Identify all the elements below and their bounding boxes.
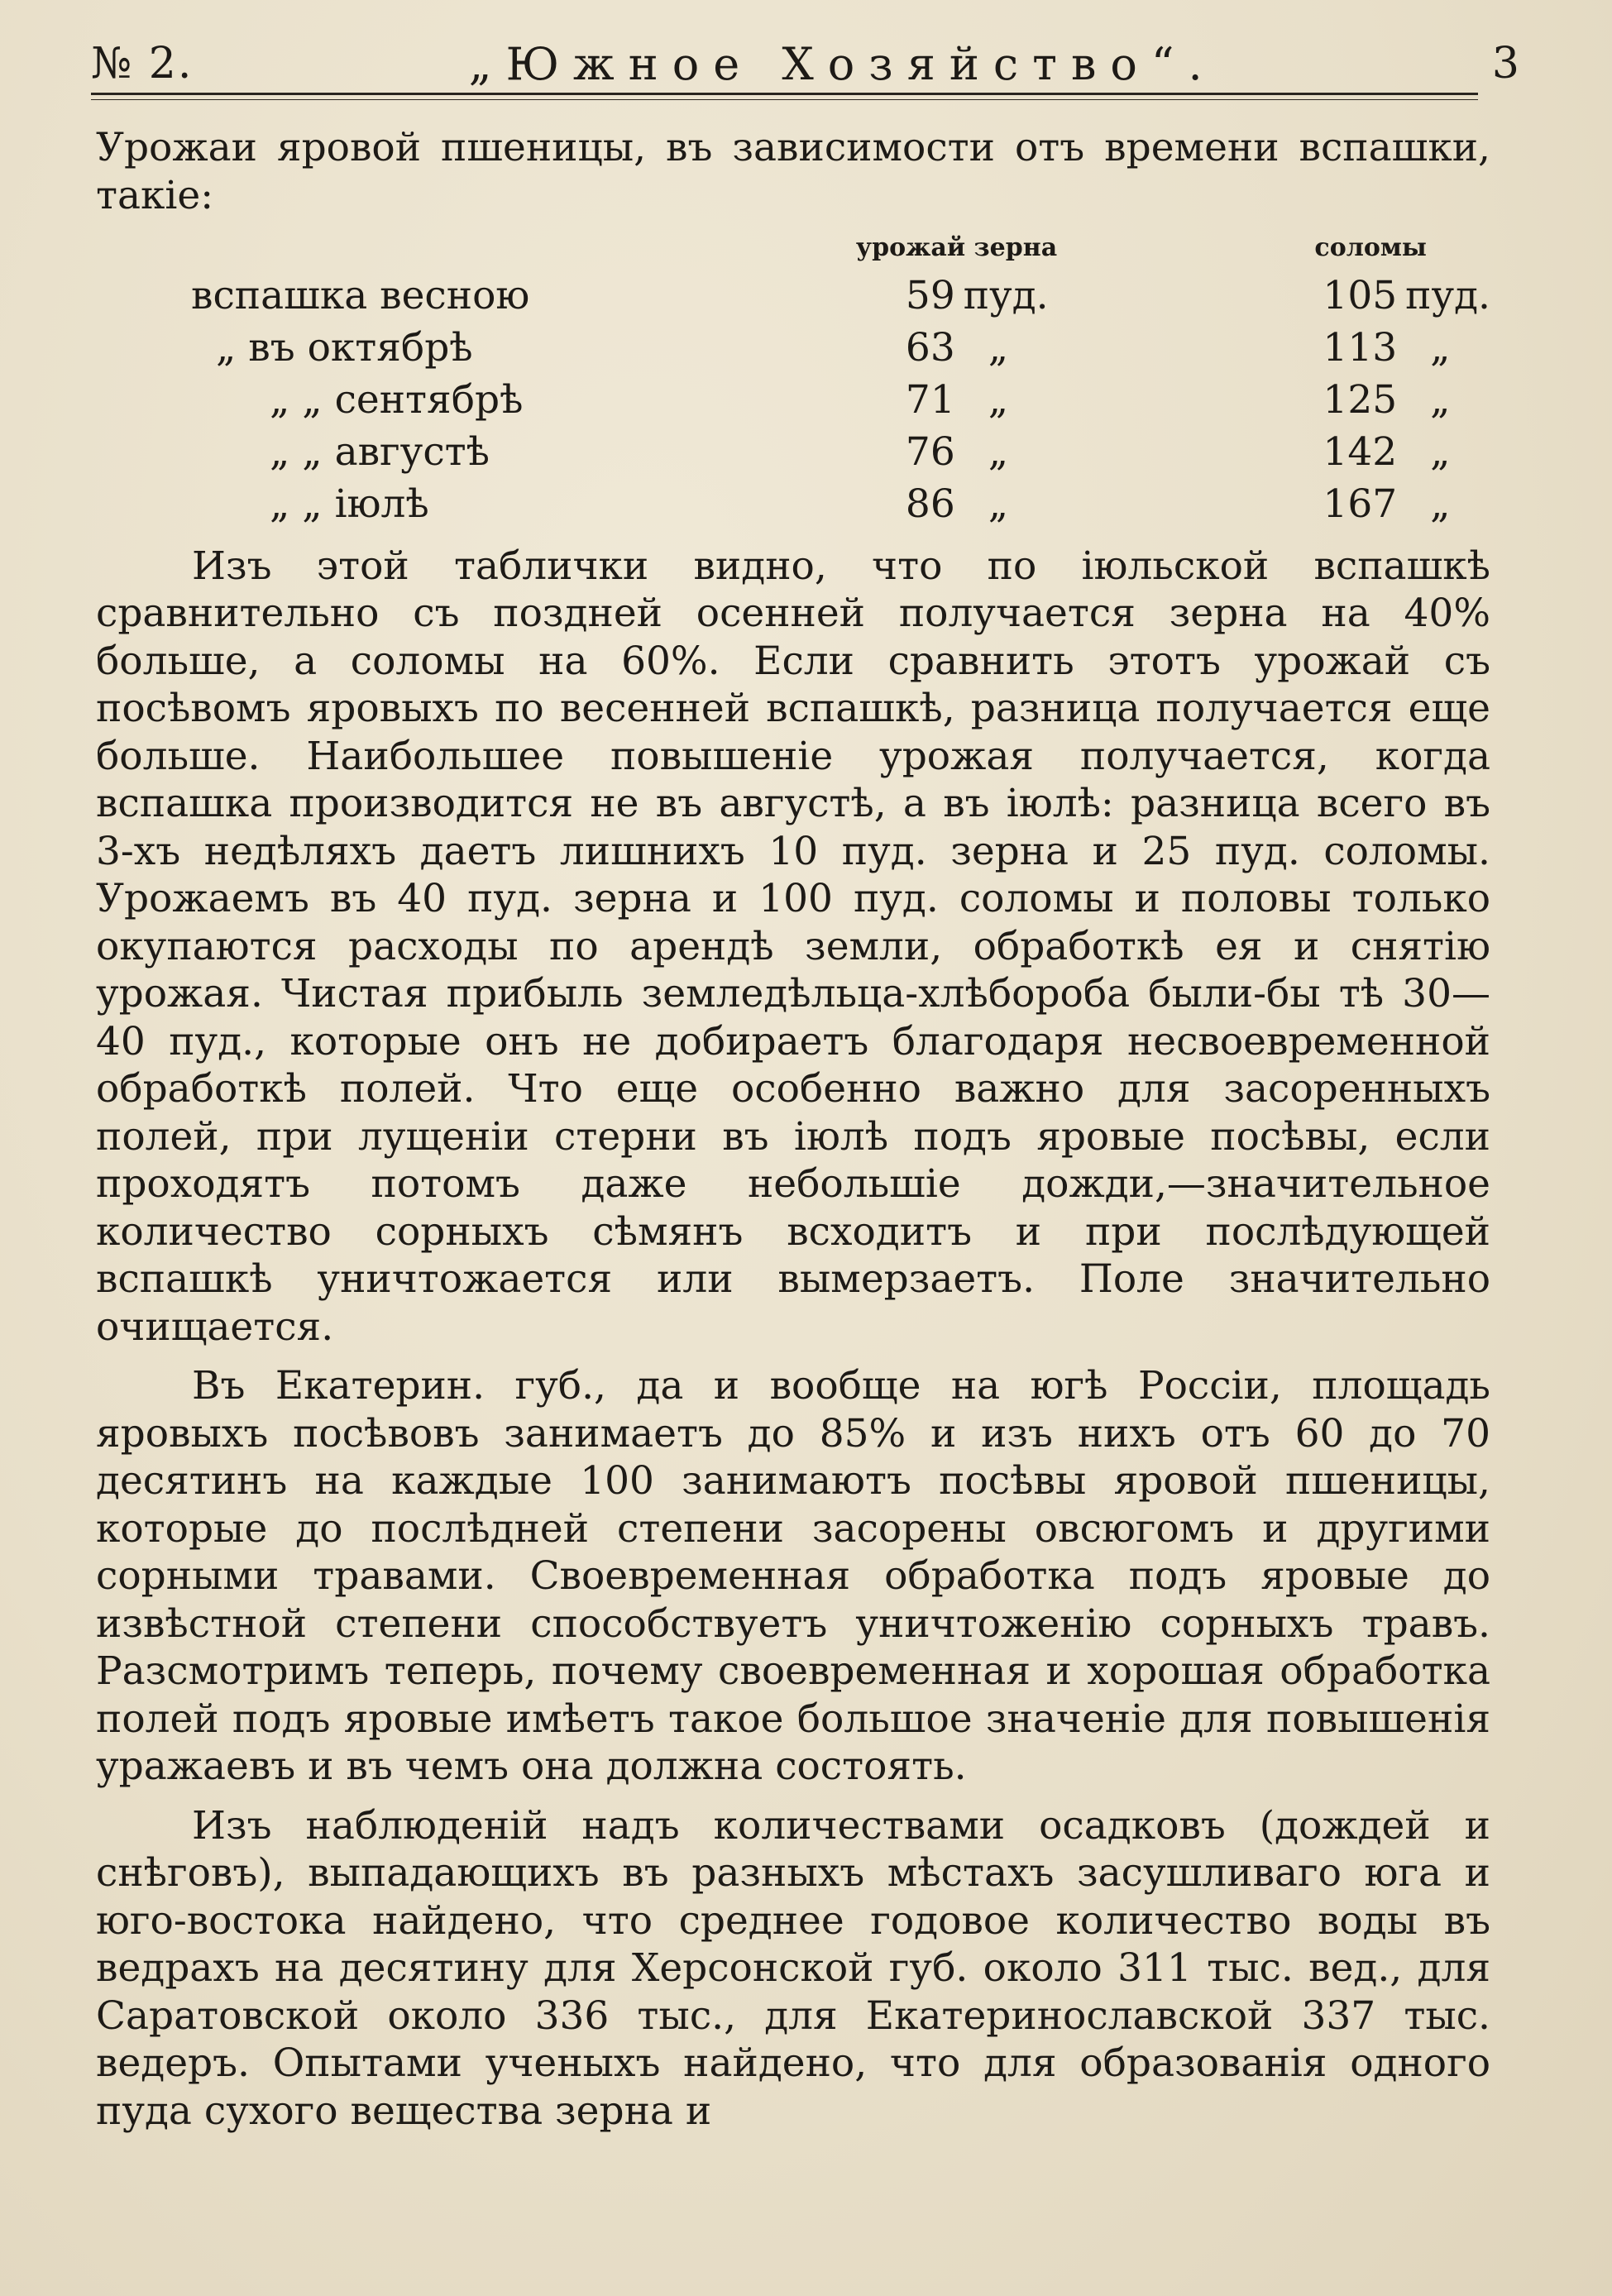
table-header-row xyxy=(96,224,1490,272)
straw-cell xyxy=(1240,481,1490,533)
journal-title: „Южное Хозяйство“. xyxy=(468,37,1217,90)
issue-number: № 2. xyxy=(91,39,194,88)
grain-unit: „ xyxy=(988,428,1009,475)
paragraph: Въ Екатерин. губ., да и вообще на югѣ Россіи, площадь яровыхъ посѣвовъ занимаетъ до 85% и изъ нихъ отъ 60 до 70 десятинъ на каждые 100 занимаютъ посѣвы яровой пшеницы, которые до послѣдней степени засорены овсюгомъ и другими сорными травами. Своевременная обработка подъ яровые до извѣстной степени способствуетъ уничтоженію сорныхъ травъ. Разсмотримъ теперь, почему своевременная и хорошая обработка полей подъ яровые имѣетъ такое большое значеніе для повышенія уражаевъ и въ чемъ она должна состоять. xyxy=(96,1363,1490,1789)
grain-value: 86 xyxy=(905,481,955,527)
grain-cell xyxy=(856,481,1241,533)
grain-cell xyxy=(856,272,1241,324)
paragraph: Изъ этой таблички видно, что по іюльской вспашкѣ сравнительно съ поздней осенней получается зерна на 40% больше, а соломы на 60%. Если сравнить этотъ урожай съ посѣвомъ яровыхъ по весенней вспашкѣ, разница получается еще больше. Наибольшее повышеніе урожая получается, когда вспашка производится не въ августѣ, а въ іюлѣ: разница всего въ 3-хъ недѣляхъ даетъ лишнихъ 10 пуд. зерна и 25 пуд. соломы. Урожаемъ въ 40 пуд. зерна и 100 пуд. соломы и половы только окупаются расходы по арендѣ земли, обработкѣ ея и снятію урожая. Чистая прибыль земледѣльца-хлѣбороба были-бы тѣ 30—40 пуд., которые онъ не добираетъ благодаря несвоевременной обработкѣ полей. Что еще особенно важно для засоренныхъ полей, при лущеніи стерни въ іюлѣ подъ яровые посѣвы, если проходятъ потомъ даже небольшіе дожди,—значительное количество сорныхъ сѣмянъ всходитъ и при послѣдующей вспашкѣ уничтожается или вымерзаетъ. Поле значительно очищается. xyxy=(96,543,1490,1350)
table-row xyxy=(96,324,1490,376)
grain-value: 59 xyxy=(905,272,955,318)
straw-cell xyxy=(1240,324,1490,376)
table-row xyxy=(96,481,1490,533)
page-number: 3 xyxy=(1491,39,1521,88)
header-rule-thick xyxy=(91,93,1478,95)
row-label: „ „ іюлѣ xyxy=(270,481,429,527)
intro-paragraph: Урожаи яровой пшеницы, въ зависимости отъ времени вспашки, такіе: xyxy=(96,125,1490,218)
straw-value: 142 xyxy=(1323,428,1398,475)
straw-unit: „ xyxy=(1430,428,1451,475)
table-row xyxy=(96,272,1490,324)
straw-value: 167 xyxy=(1323,481,1398,527)
straw-unit: „ xyxy=(1430,376,1451,423)
row-label: „ „ августѣ xyxy=(270,428,490,475)
row-label: „ „ сентябрѣ xyxy=(270,376,524,423)
table-row xyxy=(96,376,1490,428)
row-label: „ въ октябрѣ xyxy=(216,324,473,371)
straw-unit: „ xyxy=(1430,481,1451,527)
grain-cell xyxy=(856,376,1241,428)
grain-value: 63 xyxy=(905,324,955,371)
straw-value: 105 xyxy=(1323,272,1398,318)
col-straw-header: соломы xyxy=(1314,233,1427,262)
grain-cell xyxy=(856,428,1241,481)
header-rule-thin xyxy=(91,99,1478,100)
grain-unit: „ xyxy=(988,376,1009,423)
straw-unit: „ xyxy=(1430,324,1451,371)
row-label: вспашка весною xyxy=(191,272,530,318)
yield-table xyxy=(96,224,1490,533)
grain-value: 76 xyxy=(905,428,955,475)
straw-value: 113 xyxy=(1323,324,1398,371)
grain-unit: пуд. xyxy=(963,272,1049,318)
running-head xyxy=(91,36,1521,91)
straw-unit: пуд. xyxy=(1405,272,1490,318)
col-grain-header: урожай зерна xyxy=(855,233,1058,262)
table-row xyxy=(96,428,1490,481)
body-text xyxy=(96,124,1490,2135)
straw-value: 125 xyxy=(1323,376,1398,423)
grain-unit: „ xyxy=(988,481,1009,527)
grain-value: 71 xyxy=(905,376,955,423)
paragraph: Изъ наблюденій надъ количествами осадковъ (дождей и снѣговъ), выпадающихъ въ разныхъ мѣстахъ засушливаго юга и юго-востока найдено, что среднее годовое количество воды въ ведрахъ на десятину для Херсонской губ. около 311 тыс. вед., для Саратовской около 336 тыс., для Екатеринославской 337 тыс. ведеръ. Опытами ученыхъ найдено, что для образованія одного пуда сухого вещества зерна и xyxy=(96,1802,1490,2134)
grain-unit: „ xyxy=(988,324,1009,371)
straw-cell xyxy=(1240,428,1490,481)
straw-cell xyxy=(1240,376,1490,428)
grain-cell xyxy=(856,324,1241,376)
straw-cell xyxy=(1240,272,1490,324)
